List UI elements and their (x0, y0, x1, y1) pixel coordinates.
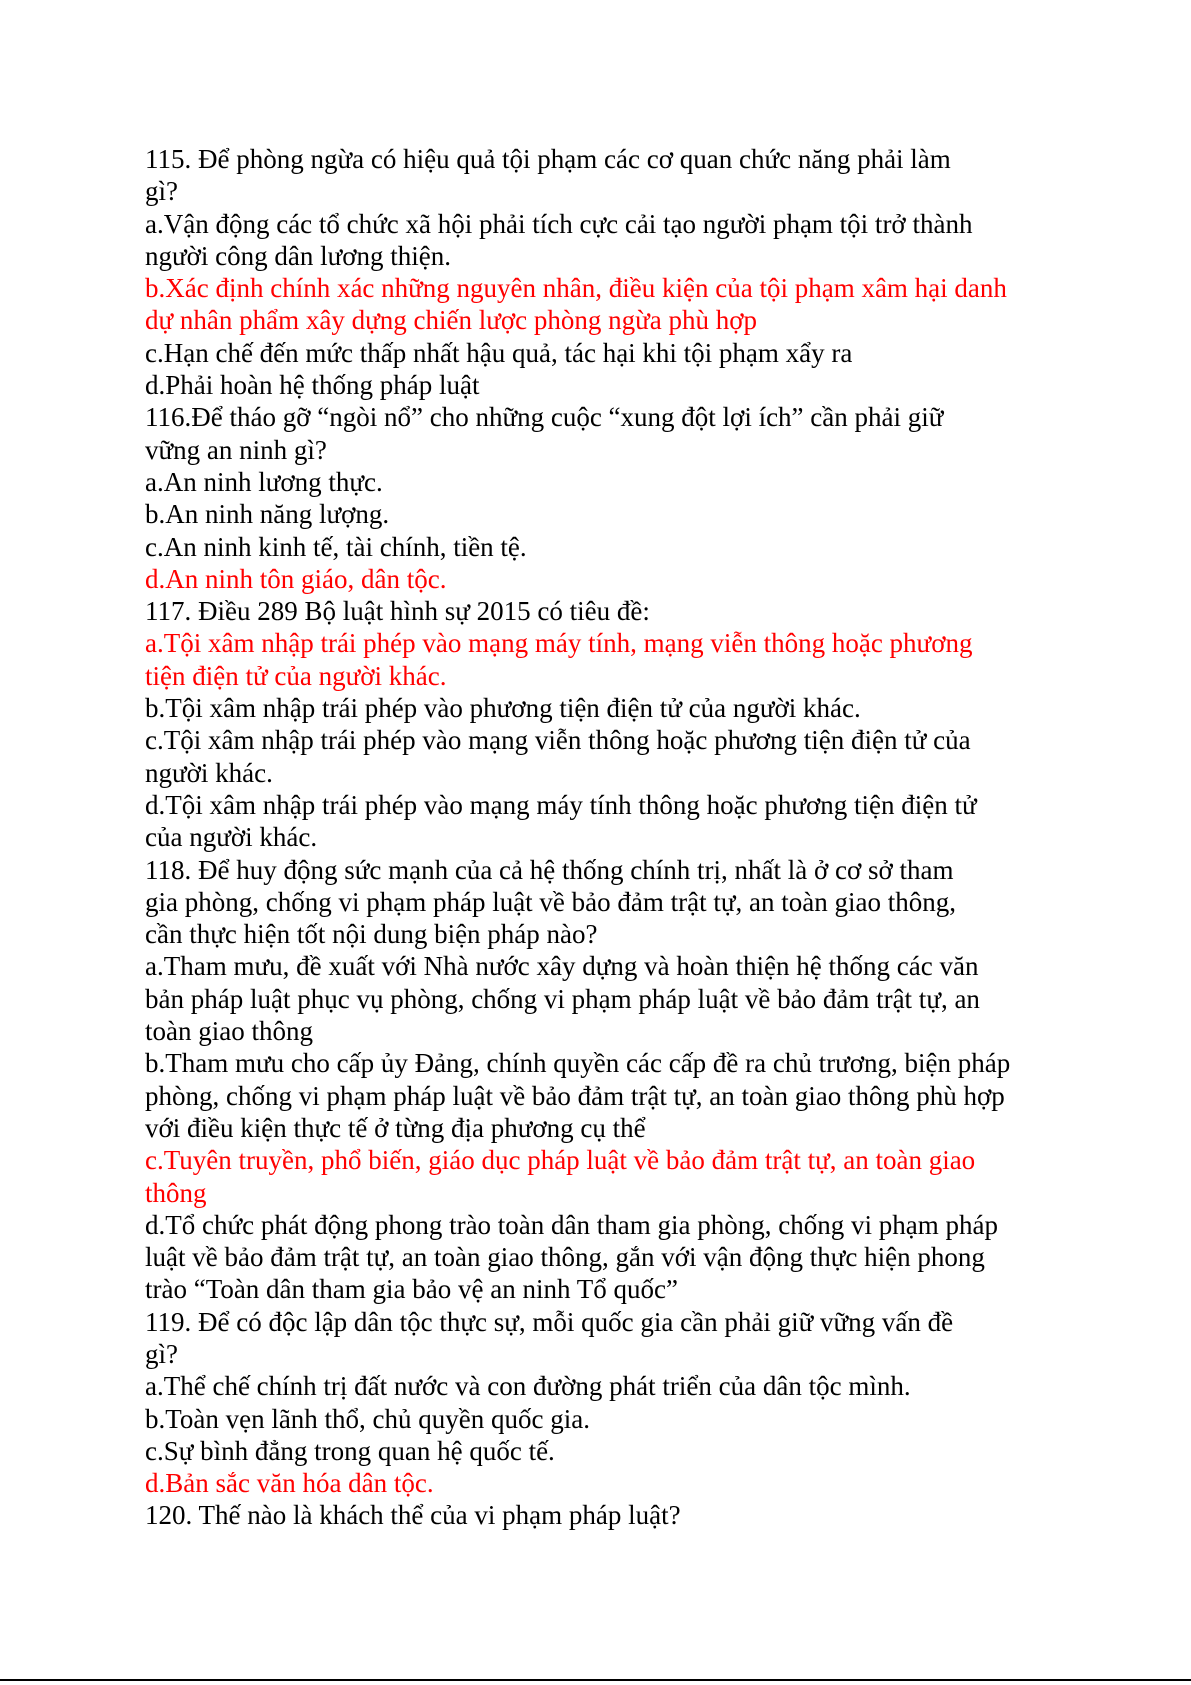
correct-answer-line: c.Tuyên truyền, phổ biến, giáo dục pháp luật về bảo đảm trật tự, an toàn giao (145, 1145, 976, 1176)
text-line: phòng, chống vi phạm pháp luật về bảo đảm trật tự, an toàn giao thông phù hợp (145, 1080, 1005, 1111)
text-line: b.Toàn vẹn lãnh thổ, chủ quyền quốc gia. (145, 1403, 590, 1434)
text-line: c.An ninh kinh tế, tài chính, tiền tệ. (145, 531, 527, 562)
text-line: b.Tham mưu cho cấp ủy Đảng, chính quyền các cấp đề ra chủ trương, biện pháp (145, 1048, 1011, 1079)
correct-answer-line: b.Xác định chính xác những nguyên nhân, điều kiện của tội phạm xâm hại danh (145, 273, 1007, 304)
text-line: d.Tội xâm nhập trái phép vào mạng máy tính thông hoặc phương tiện điện tử (145, 789, 977, 820)
text-line: d.Phải hoàn hệ thống pháp luật (145, 370, 480, 401)
correct-answer-line: tiện điện tử của người khác. (145, 660, 447, 691)
text-line: người khác. (145, 757, 273, 788)
text-line: 118. Để huy động sức mạnh của cả hệ thống chính trị, nhất là ở cơ sở tham (145, 854, 954, 885)
correct-answer-line: dự nhân phẩm xây dựng chiến lược phòng ngừa phù hợp (145, 305, 757, 336)
text-line: a.Vận động các tổ chức xã hội phải tích cực cải tạo người phạm tội trở thành (145, 208, 973, 239)
text-line: toàn giao thông (145, 1016, 313, 1047)
text-line: b.Tội xâm nhập trái phép vào phương tiện điện tử của người khác. (145, 693, 861, 724)
text-line: c.Hạn chế đến mức thấp nhất hậu quả, tác hại khi tội phạm xẩy ra (145, 337, 853, 368)
text-line: a.Tham mưu, đề xuất với Nhà nước xây dựng và hoàn thiện hệ thống các văn (145, 951, 979, 982)
text-line: với điều kiện thực tế ở từng địa phương cụ thể (145, 1112, 646, 1143)
text-line: d.Tổ chức phát động phong trào toàn dân tham gia phòng, chống vi phạm pháp (145, 1209, 998, 1240)
document-body (145, 143, 1045, 1532)
text-line: gì? (145, 176, 178, 207)
text-line: 116.Để tháo gỡ “ngòi nổ” cho những cuộc “xung đột lợi ích” cần phải giữ (145, 402, 944, 433)
text-line: c.Sự bình đẳng trong quan hệ quốc tế. (145, 1435, 555, 1466)
text-line: gia phòng, chống vi phạm pháp luật về bảo đảm trật tự, an toàn giao thông, (145, 886, 956, 917)
text-line: c.Tội xâm nhập trái phép vào mạng viễn thông hoặc phương tiện điện tử của (145, 725, 971, 756)
text-line: b.An ninh năng lượng. (145, 499, 390, 530)
correct-answer-line: d.Bản sắc văn hóa dân tộc. (145, 1468, 434, 1499)
text-line: bản pháp luật phục vụ phòng, chống vi phạm pháp luật về bảo đảm trật tự, an (145, 983, 980, 1014)
text-line: 115. Để phòng ngừa có hiệu quả tội phạm các cơ quan chức năng phải làm (145, 144, 951, 174)
text-line: người công dân lương thiện. (145, 240, 452, 271)
text-line: a.Thể chế chính trị đất nước và con đường phát triển của dân tộc mình. (145, 1371, 911, 1402)
text-line: vững an ninh gì? (145, 434, 327, 465)
text-line: 120. Thế nào là khách thể của vi phạm pháp luật? (145, 1500, 681, 1531)
text-line: luật về bảo đảm trật tự, an toàn giao thông, gắn với vận động thực hiện phong (145, 1242, 985, 1273)
correct-answer-line: d.An ninh tôn giáo, dân tộc. (145, 563, 447, 594)
text-line: 117. Điều 289 Bộ luật hình sự 2015 có tiêu đề: (145, 596, 650, 627)
text-line: cần thực hiện tốt nội dung biện pháp nào? (145, 919, 598, 950)
text-line: trào “Toàn dân tham gia bảo vệ an ninh Tổ quốc” (145, 1274, 678, 1305)
correct-answer-line: thông (145, 1177, 207, 1208)
text-line: 119. Để có độc lập dân tộc thực sự, mỗi quốc gia cần phải giữ vững vấn đề (145, 1306, 954, 1337)
correct-answer-line: a.Tội xâm nhập trái phép vào mạng máy tính, mạng viễn thông hoặc phương (145, 628, 973, 659)
text-line: a.An ninh lương thực. (145, 466, 383, 497)
page-bottom-rule (0, 1679, 1191, 1681)
text-line: gì? (145, 1338, 178, 1369)
text-line: của người khác. (145, 822, 318, 853)
